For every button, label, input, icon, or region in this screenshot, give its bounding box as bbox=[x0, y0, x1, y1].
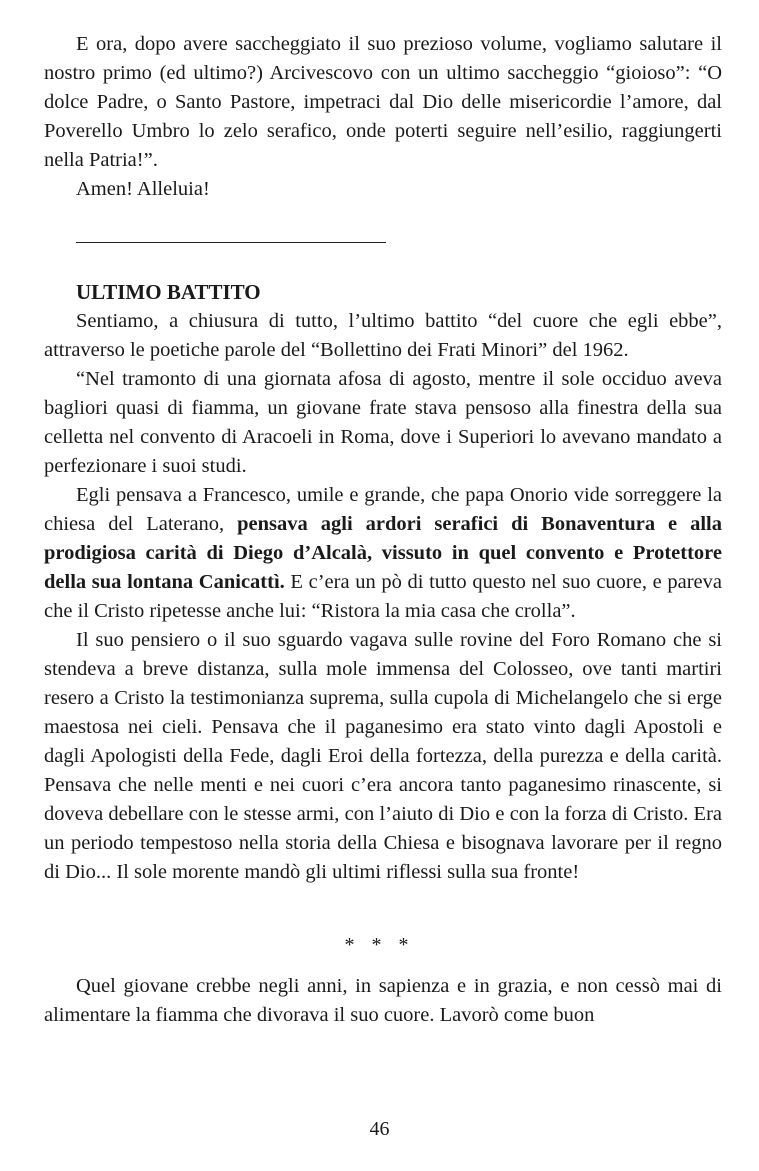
amen-line: Amen! Alleluia! bbox=[76, 178, 210, 200]
paragraph-3-end: E c’era un pò di tutto questo nel suo cuore, e pareva che il Cristo ripetesse anche lui: “Ristora la mia casa che crolla”. bbox=[44, 571, 723, 622]
paragraph-1: Sentiamo, a chiusura di tutto, l’ultimo battito “del cuore che egli ebbe”, attraverso le poetiche parole del “Bollettino dei Frati Minori” del 1962. bbox=[44, 310, 722, 361]
paragraph-2: “Nel tramonto di una giornata afosa di agosto, mentre il sole occiduo aveva bagliori quasi di fiamma, un giovane frate stava pensoso alla finestra della sua celletta nel convento di Aracoeli in Roma, dove i Superiori lo avevano mandato a perfezionare i suoi studi. bbox=[44, 368, 722, 477]
paragraph-3 bbox=[44, 481, 722, 626]
paragraph-4: Il suo pensiero o il suo sguardo vagava sulle rovine del Foro Romano che si stendeva a breve distanza, sulla mole immensa del Colosseo, ove tanti martiri resero a Cristo la testimonianza suprema, sulla cupola di Michelangelo che si erge maestosa nei cieli. Pensava che il paganesimo era stato vinto dagli Apostoli e dagli Apologisti della Fede, dagli Eroi della fortezza, della purezza e della carità. Pensava che nelle menti e nei cuori c’era ancora tanto paganesimo rinascente, si doveva debellare con le stesse armi, con l’aiuto di Dio e con la forza di Cristo. Era un periodo tempestoso nella storia della Chiesa e bisognava lavorare per il regno di Dio... Il sole morente mandò gli ultimi riflessi sulla sua fronte! bbox=[44, 629, 722, 883]
closing-section bbox=[44, 972, 722, 1030]
intro-section bbox=[44, 30, 722, 204]
ultimo-battito-section bbox=[44, 278, 722, 887]
paragraph-3-bold: pensava agli ardori serafici di Bonaventura e alla prodigiosa carità di Diego d’Alcalà, vissuto in quel convento e Protettore della sua lontana Canicattì. bbox=[44, 513, 723, 593]
paragraph-3-start: Egli pensava a Francesco, umile e grande, che papa Onorio vide sorreggere la chiesa del Laterano, bbox=[44, 484, 722, 535]
page-number: 46 bbox=[369, 1118, 390, 1140]
closing-paragraph: Quel giovane crebbe negli anni, in sapienza e in grazia, e non cessò mai di alimentare la fiamma che divorava il suo cuore. Lavorò come buon bbox=[44, 975, 722, 1026]
section-heading: ULTIMO BATTITO bbox=[76, 280, 261, 304]
section-divider bbox=[76, 242, 386, 243]
asterism-separator: * * * bbox=[344, 934, 415, 956]
intro-paragraph: E ora, dopo avere saccheggiato il suo prezioso volume, vogliamo salutare il nostro primo (ed ultimo?) Arcivescovo con un ultimo saccheggio “gioioso”: “O dolce Padre, o Santo Pastore, impetraci dal Dio delle misericordie l’amore, dal Poverello Umbro lo zelo serafico, onde poterti seguire nell’esilio, raggiungerti nella Patria!”. bbox=[44, 33, 722, 171]
